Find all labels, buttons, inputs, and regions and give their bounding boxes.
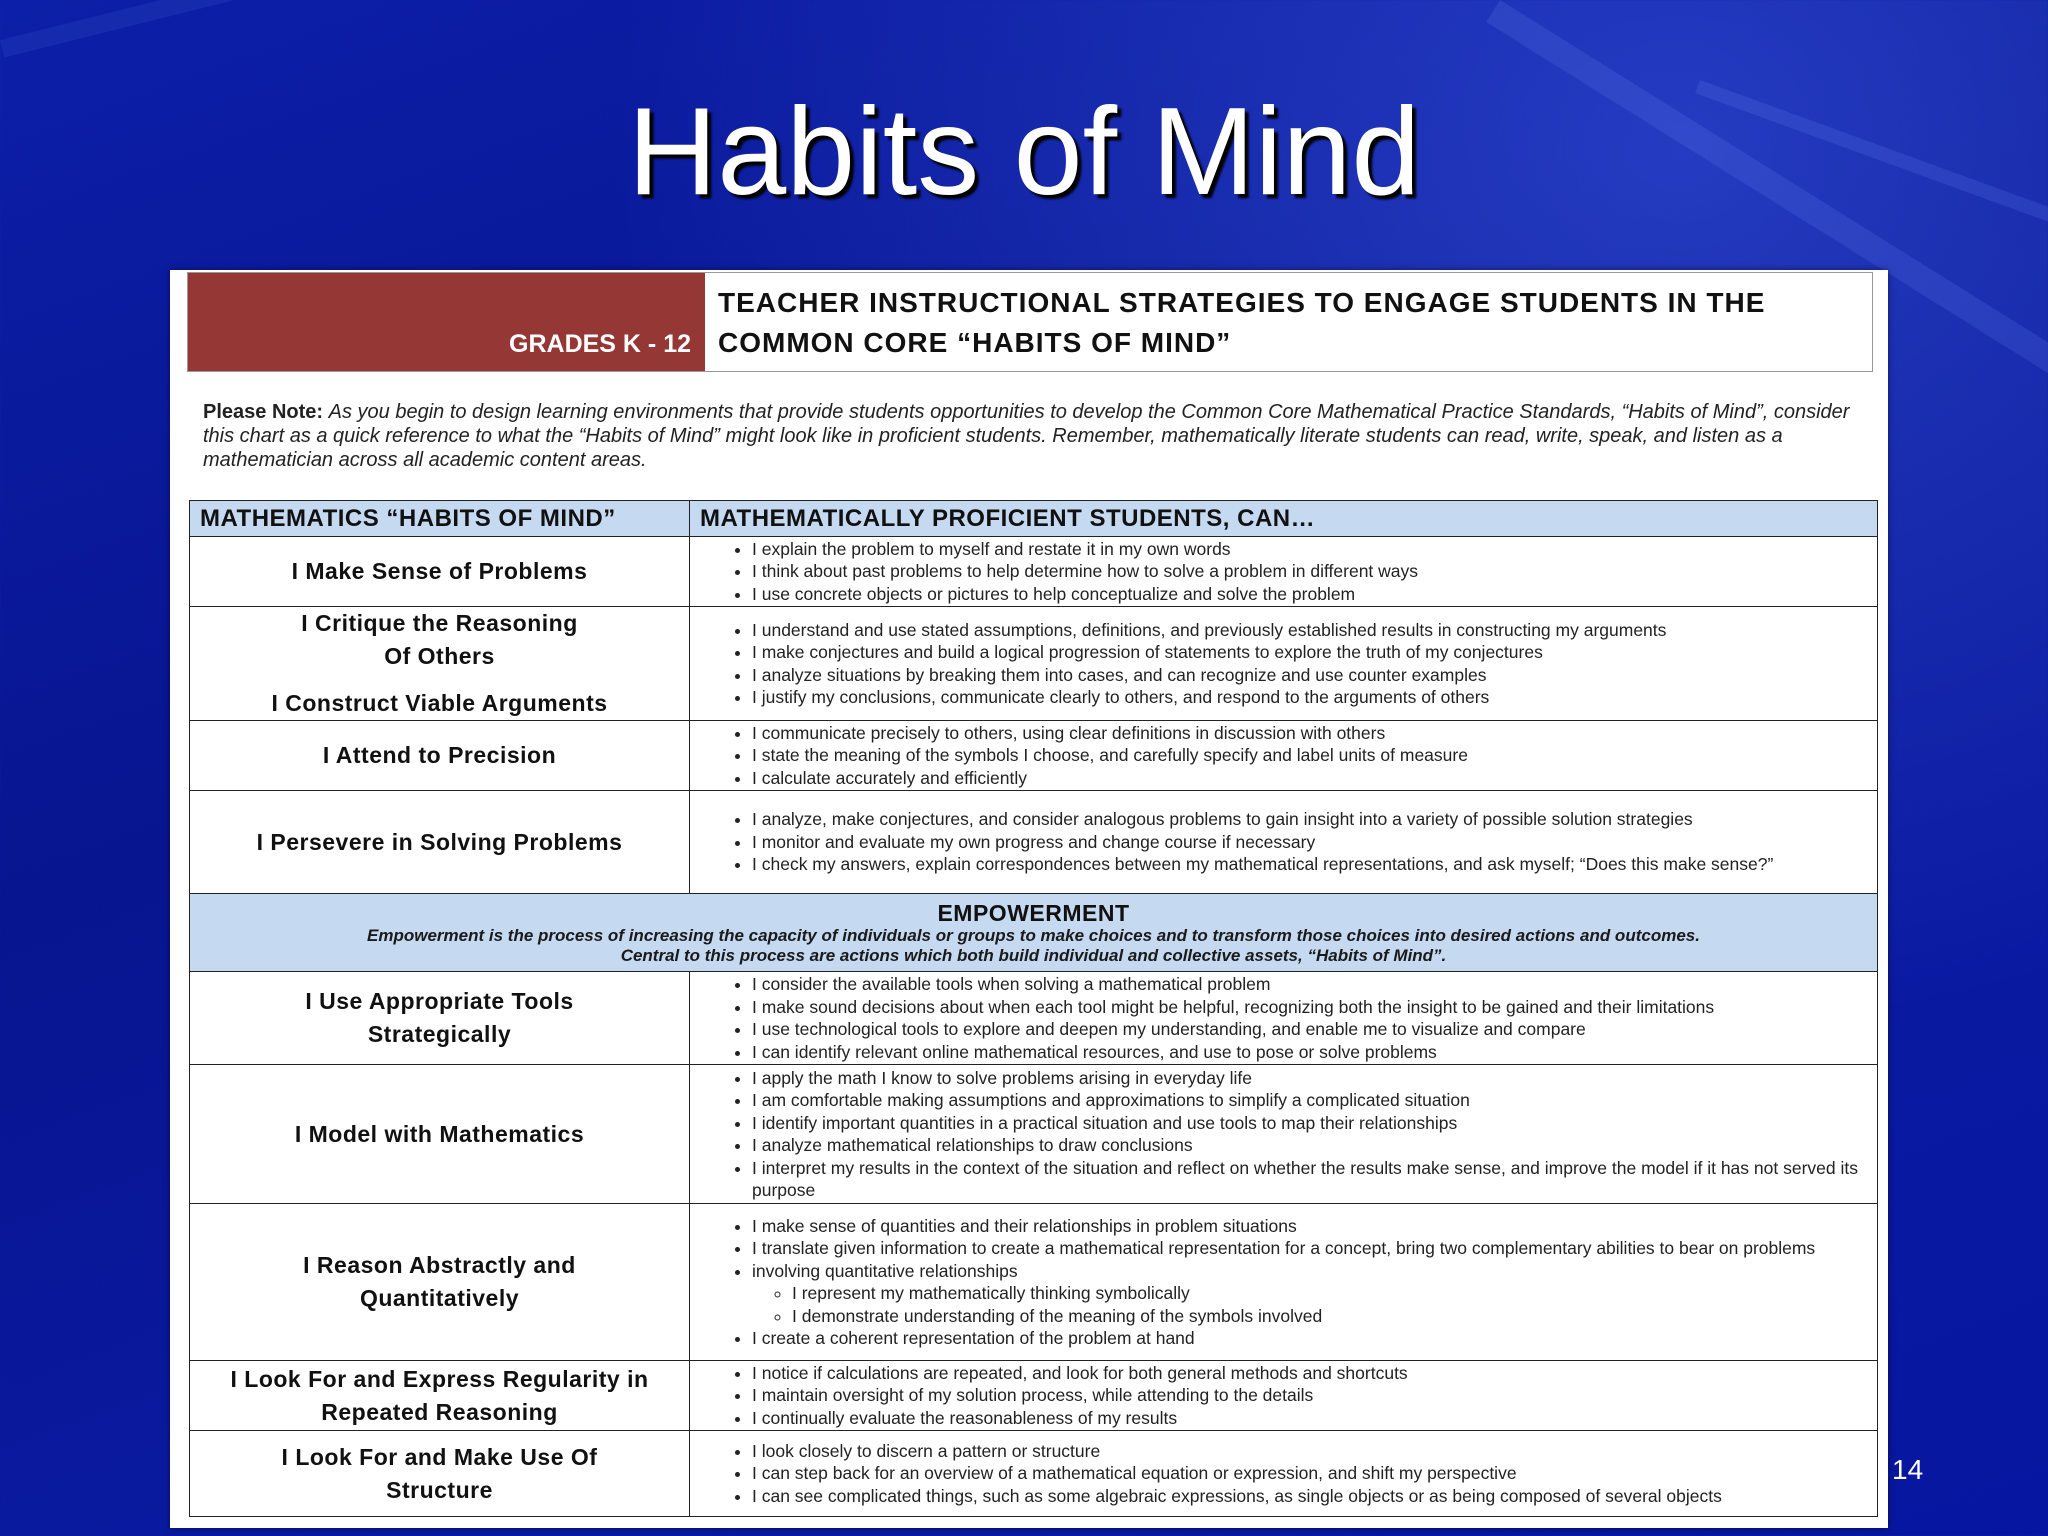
list-item: • I can see complicated things, such as some algebraic expressions, as single objects or as being composed of several objects [752, 1485, 1877, 1508]
habit-indicators [690, 1065, 1878, 1204]
habit-tools-line1: I Use Appropriate Tools [305, 988, 574, 1014]
habit-make-sense: I Make Sense of Problems [190, 537, 690, 607]
table-row [190, 972, 1878, 1065]
list-item: • I analyze, make conjectures, and consider analogous problems to gain insight into a variety of possible solution strategies [752, 808, 1877, 831]
sub-list-item: ◦ I demonstrate understanding of the meaning of the symbols involved [792, 1305, 1877, 1328]
list-item: • I make conjectures and build a logical progression of statements to explore the truth of my conjectures [752, 641, 1877, 664]
grades-block [188, 273, 705, 371]
table-row [190, 1204, 1878, 1361]
list-item [752, 1260, 1877, 1328]
list-item: • I calculate accurately and efficiently [752, 767, 1877, 790]
document-header [187, 272, 1873, 372]
habit-structure-line2: Structure [386, 1476, 493, 1503]
list-item: • I make sense of quantities and their relationships in problem situations [752, 1215, 1877, 1238]
table-row [190, 1361, 1878, 1431]
habit-persevere: I Persevere in Solving Problems [190, 791, 690, 894]
habit-indicators [690, 1361, 1878, 1431]
habit-tools-line2: Strategically [367, 1021, 512, 1047]
list-item: • I notice if calculations are repeated, and look for both general methods and shortcuts [752, 1362, 1877, 1385]
background-streak [0, 0, 587, 57]
habit-model: I Model with Mathematics [190, 1065, 690, 1204]
document-title [718, 283, 1858, 363]
habit-regularity-line2: Repeated Reasoning [321, 1398, 558, 1425]
list-item: • I interpret my results in the context of the situation and reflect on whether the results make sense, and improve the model if it has not served its purpose [752, 1157, 1877, 1202]
slide-number: 14 [1892, 1454, 1924, 1485]
note-text: As you begin to design learning environments that provide students opportunities to develop the Common Core Mathematical Practice Standards, “Habits of Mind”, consider this chart as a quick reference to what the “Habits of Mind” might look like in proficient students. Remember, mathematically literate students can read, write, speak, and listen as a mathematician across all academic content areas. [203, 401, 1850, 471]
list-item: • I consider the available tools when solving a mathematical problem [752, 973, 1877, 996]
list-item: • I look closely to discern a pattern or structure [752, 1440, 1877, 1463]
sub-list-item: ◦ I represent my mathematically thinking symbolically [792, 1282, 1877, 1305]
list-item: • I communicate precisely to others, using clear definitions in discussion with others [752, 722, 1877, 745]
habit-structure [190, 1431, 690, 1517]
table-row [190, 1431, 1878, 1517]
table-row [190, 607, 1878, 721]
list-item: • I analyze mathematical relationships to draw conclusions [752, 1134, 1877, 1157]
empowerment-title: EMPOWERMENT [937, 899, 1130, 926]
list-item: • I am comfortable making assumptions and approximations to simplify a complicated situation [752, 1089, 1877, 1112]
list-item: • I translate given information to create a mathematical representation for a concept, bring two complementary abilities to bear on problems [752, 1237, 1877, 1260]
list-item: • I identify important quantities in a practical situation and use tools to map their relationships [752, 1112, 1877, 1135]
list-item: • I continually evaluate the reasonableness of my results [752, 1407, 1877, 1430]
list-item: • I create a coherent representation of the problem at hand [752, 1327, 1877, 1350]
list-item: • I apply the math I know to solve problems arising in everyday life [752, 1067, 1877, 1090]
habit-precision: I Attend to Precision [190, 721, 690, 791]
table-row [190, 1065, 1878, 1204]
document-image [170, 270, 1888, 1528]
habit-indicators [690, 972, 1878, 1065]
habit-critique-line2: Of Others [384, 643, 495, 669]
slide-title: Habits of Mind [627, 83, 1421, 221]
table-row [190, 721, 1878, 791]
list-item: • I use concrete objects or pictures to help conceptualize and solve the problem [752, 583, 1877, 606]
list-item: • I can step back for an overview of a mathematical equation or expression, and shift my perspective [752, 1462, 1877, 1485]
habit-regularity-line1: I Look For and Express Regularity in [230, 1365, 649, 1392]
list-item: • I think about past problems to help determine how to solve a problem in different ways [752, 560, 1877, 583]
empowerment-line1: Empowerment is the process of increasing the capacity of individuals or groups to make choices and to transform those choices into desired actions and outcomes. [367, 925, 1700, 945]
list-item: • I make sound decisions about when each tool might be helpful, recognizing both the insight to be gained and their limitations [752, 996, 1877, 1019]
habit-tools [190, 972, 690, 1065]
list-item: • I understand and use stated assumptions, definitions, and previously established results in constructing my arguments [752, 619, 1877, 642]
habit-reason [190, 1204, 690, 1361]
list-item: • I state the meaning of the symbols I choose, and carefully specify and label units of measure [752, 744, 1877, 767]
table-header-row [190, 501, 1878, 537]
habit-indicators [690, 1204, 1878, 1361]
list-item: • I justify my conclusions, communicate clearly to others, and respond to the arguments of others [752, 686, 1877, 709]
list-item: • I explain the problem to myself and restate it in my own words [752, 538, 1877, 561]
habit-construct: I Construct Viable Arguments [271, 690, 608, 716]
list-item: • I use technological tools to explore and deepen my understanding, and enable me to visualize and compare [752, 1018, 1877, 1041]
document-title-line2: COMMON CORE “HABITS OF MIND” [718, 327, 1232, 358]
habit-structure-line1: I Look For and Make Use Of [281, 1443, 598, 1470]
empowerment-section [190, 894, 1878, 972]
habit-indicators [690, 1431, 1878, 1517]
please-note [203, 400, 1863, 472]
column-header-students: MATHEMATICALLY PROFICIENT STUDENTS, CAN… [690, 501, 1878, 537]
list-item: • I analyze situations by breaking them into cases, and can recognize and use counter examples [752, 664, 1877, 687]
list-item: • I check my answers, explain correspondences between my mathematical representations, and ask myself; “Does this make sense?” [752, 853, 1877, 876]
habits-table [189, 500, 1878, 1517]
list-item: • I can identify relevant online mathematical resources, and use to pose or solve problems [752, 1041, 1877, 1064]
list-item: • I monitor and evaluate my own progress and change course if necessary [752, 831, 1877, 854]
document-title-line1: TEACHER INSTRUCTIONAL STRATEGIES TO ENGAGE STUDENTS IN THE [718, 287, 1766, 318]
note-label: Please Note: [203, 401, 324, 423]
habit-indicators [690, 721, 1878, 791]
habit-reason-line1: I Reason Abstractly and [303, 1252, 576, 1278]
empowerment-line2: Central to this process are actions which both build individual and collective assets, “Habits of Mind”. [620, 945, 1447, 965]
column-header-habits: MATHEMATICS “HABITS OF MIND” [190, 501, 690, 537]
habit-reason-line2: Quantitatively [359, 1285, 520, 1311]
table-row [190, 537, 1878, 607]
habit-regularity [190, 1361, 690, 1431]
habit-indicators [690, 791, 1878, 894]
grades-label: GRADES K - 12 [509, 330, 691, 358]
habit-indicators [690, 537, 1878, 607]
habit-critique-line1: I Critique the Reasoning [301, 610, 578, 636]
table-row [190, 791, 1878, 894]
empowerment-row [190, 894, 1878, 972]
list-item: • I maintain oversight of my solution process, while attending to the details [752, 1384, 1877, 1407]
habit-critique-construct [190, 607, 690, 721]
habit-indicators [690, 607, 1878, 721]
list-item-text: involving quantitative relationships [752, 1260, 1018, 1281]
